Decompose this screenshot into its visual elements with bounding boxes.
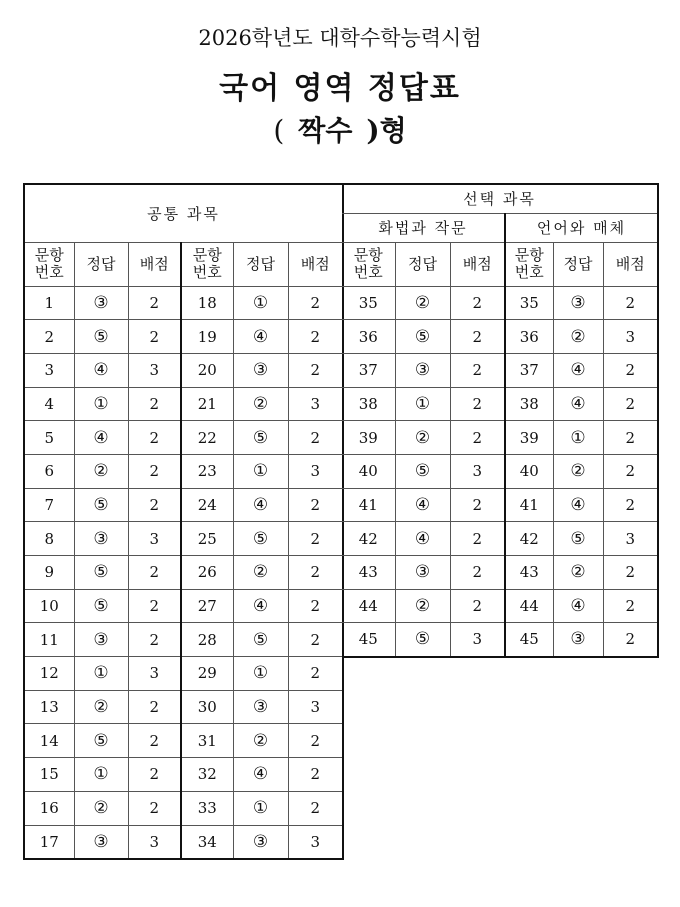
points-value: 2 <box>603 454 658 488</box>
col-header-points: 배점 <box>603 242 658 286</box>
question-number: 34 <box>181 825 233 859</box>
answer-value: ④ <box>395 488 450 522</box>
question-number: 23 <box>181 454 233 488</box>
points-value: 3 <box>288 387 343 421</box>
answer-row <box>24 556 343 590</box>
answer-value: ② <box>553 454 603 488</box>
question-number: 18 <box>181 286 233 320</box>
answer-value: ③ <box>74 623 128 657</box>
points-value: 2 <box>603 556 658 590</box>
points-value: 3 <box>310 832 321 851</box>
points-value: 2 <box>288 657 343 691</box>
answer-value: ④ <box>553 589 603 623</box>
question-number: 33 <box>181 791 233 825</box>
points-value: 3 <box>603 522 658 556</box>
answer-row <box>24 286 343 320</box>
col-header-points: 배점 <box>450 242 505 286</box>
points-value: 2 <box>450 421 505 455</box>
points-value: 3 <box>450 454 505 488</box>
points-value: 2 <box>128 454 181 488</box>
answer-row <box>342 488 658 522</box>
question-number: 6 <box>24 454 74 488</box>
answer-value: ② <box>74 791 128 825</box>
question-number: 36 <box>505 320 553 354</box>
points-value: 3 <box>288 690 343 724</box>
question-number: 8 <box>24 522 74 556</box>
subject-header-language-media: 언어와 매체 <box>505 213 658 242</box>
question-number: 19 <box>181 320 233 354</box>
answer-row <box>342 623 658 657</box>
question-number: 38 <box>342 387 395 421</box>
col-header-points: 배점 <box>128 242 181 286</box>
answer-value: ② <box>233 724 288 758</box>
answer-value: ⑤ <box>395 623 450 657</box>
question-number: 28 <box>181 623 233 657</box>
answer-value: ⑤ <box>74 724 128 758</box>
answer-value: ② <box>553 556 603 590</box>
answer-value: ③ <box>74 522 128 556</box>
answer-value: ⑤ <box>233 623 288 657</box>
answer-row <box>24 791 343 825</box>
answer-value: ⑤ <box>395 320 450 354</box>
col-header-points: 배점 <box>288 242 343 286</box>
answer-row <box>24 758 343 792</box>
common-answer-table <box>23 183 344 860</box>
points-value: 2 <box>288 791 343 825</box>
answer-value: ④ <box>553 488 603 522</box>
answer-value: ④ <box>233 589 288 623</box>
question-number: 5 <box>24 421 74 455</box>
question-number: 44 <box>505 589 553 623</box>
question-number: 4 <box>24 387 74 421</box>
answer-value: ② <box>74 690 128 724</box>
answer-value: ① <box>553 421 603 455</box>
answer-value: ⑤ <box>74 556 128 590</box>
answer-value: ④ <box>233 320 288 354</box>
answer-value: ③ <box>74 825 128 859</box>
answer-value: ④ <box>74 421 128 455</box>
answer-row <box>24 690 343 724</box>
answer-value: ① <box>74 387 128 421</box>
question-number: 31 <box>181 724 233 758</box>
points-value: 2 <box>288 488 343 522</box>
answer-value: ② <box>553 320 603 354</box>
points-value: 2 <box>603 353 658 387</box>
col-header-number: 문항 번호 <box>181 242 233 286</box>
question-number: 24 <box>181 488 233 522</box>
answer-row <box>24 454 343 488</box>
answer-row <box>24 657 343 691</box>
points-value: 2 <box>128 488 181 522</box>
points-value: 2 <box>128 556 181 590</box>
answer-value: ⑤ <box>74 320 128 354</box>
answer-value: ④ <box>395 522 450 556</box>
answer-row <box>342 353 658 387</box>
points-value: 2 <box>128 589 181 623</box>
points-value: 2 <box>128 724 181 758</box>
question-number: 35 <box>505 286 553 320</box>
points-value: 2 <box>128 320 181 354</box>
answer-row <box>342 589 658 623</box>
elective-section-label: 선택 과목 <box>463 190 536 209</box>
points-value: 2 <box>603 421 658 455</box>
points-value: 2 <box>603 387 658 421</box>
points-value: 2 <box>288 758 343 792</box>
points-value: 3 <box>128 522 181 556</box>
answer-value: ② <box>233 556 288 590</box>
answer-value: ⑤ <box>553 522 603 556</box>
question-number: 7 <box>24 488 74 522</box>
points-value: 2 <box>625 630 636 649</box>
answer-value: ③ <box>553 286 603 320</box>
answer-row <box>24 724 343 758</box>
common-section-header <box>24 184 343 242</box>
question-number: 41 <box>342 488 395 522</box>
question-number: 41 <box>505 488 553 522</box>
answer-row <box>342 286 658 320</box>
col-header-answer: 정답 <box>74 242 128 286</box>
points-value: 2 <box>288 724 343 758</box>
question-number: 42 <box>505 522 553 556</box>
question-number: 11 <box>24 623 74 657</box>
points-value: 2 <box>128 286 181 320</box>
answer-value: ⑤ <box>233 522 288 556</box>
answer-row <box>24 421 343 455</box>
answer-row <box>342 320 658 354</box>
points-value: 3 <box>128 353 181 387</box>
answer-value: ④ <box>233 758 288 792</box>
question-number: 44 <box>342 589 395 623</box>
question-number: 26 <box>181 556 233 590</box>
answer-value: ① <box>233 286 288 320</box>
type-open-paren: ( <box>273 114 285 147</box>
points-value: 2 <box>288 623 343 657</box>
answer-value: ① <box>233 791 288 825</box>
exam-type-line <box>0 112 680 150</box>
points-value: 2 <box>450 286 505 320</box>
question-number: 21 <box>181 387 233 421</box>
question-number: 45 <box>342 623 395 657</box>
answer-value: ① <box>74 758 128 792</box>
question-number: 27 <box>181 589 233 623</box>
points-value: 2 <box>128 421 181 455</box>
question-number: 20 <box>181 353 233 387</box>
points-value: 2 <box>288 320 343 354</box>
answer-value: ② <box>395 286 450 320</box>
question-number: 38 <box>505 387 553 421</box>
answer-value: ⑤ <box>74 488 128 522</box>
answer-row <box>342 454 658 488</box>
answer-value: ③ <box>395 556 450 590</box>
question-number: 29 <box>181 657 233 691</box>
points-value: 3 <box>603 320 658 354</box>
page-title: 국어 영역 정답표 <box>219 71 461 106</box>
answer-row <box>24 387 343 421</box>
points-value: 2 <box>128 791 181 825</box>
answer-value: ① <box>233 657 288 691</box>
answer-value: ④ <box>553 353 603 387</box>
question-number: 39 <box>505 421 553 455</box>
points-value: 2 <box>450 320 505 354</box>
exam-year-title: 2026학년도 대학수학능력시험 <box>198 26 482 50</box>
question-number: 45 <box>505 623 553 657</box>
question-number: 35 <box>342 286 395 320</box>
question-number: 9 <box>24 556 74 590</box>
points-value: 2 <box>128 387 181 421</box>
points-value: 2 <box>288 421 343 455</box>
question-number: 15 <box>24 758 74 792</box>
points-value: 2 <box>450 589 505 623</box>
answer-row <box>24 623 343 657</box>
answer-value: ① <box>395 387 450 421</box>
col-header-answer: 정답 <box>553 242 603 286</box>
answer-row <box>24 353 343 387</box>
question-number: 22 <box>181 421 233 455</box>
answer-row <box>24 320 343 354</box>
points-value: 3 <box>128 657 181 691</box>
answer-value: ④ <box>233 488 288 522</box>
question-number: 40 <box>505 454 553 488</box>
points-value: 2 <box>603 286 658 320</box>
question-number: 10 <box>24 589 74 623</box>
answer-value: ② <box>395 421 450 455</box>
question-number: 1 <box>24 286 74 320</box>
elective-section-header <box>342 184 658 213</box>
points-value: 2 <box>450 488 505 522</box>
answer-value: ① <box>233 454 288 488</box>
answer-value: ③ <box>233 353 288 387</box>
question-number: 2 <box>24 320 74 354</box>
answer-value: ③ <box>74 286 128 320</box>
points-value: 2 <box>450 522 505 556</box>
question-number: 16 <box>24 791 74 825</box>
question-number: 36 <box>342 320 395 354</box>
answer-value: ⑤ <box>74 589 128 623</box>
points-value: 2 <box>288 286 343 320</box>
answer-row <box>24 488 343 522</box>
answer-value: ③ <box>553 623 603 657</box>
col-header-answer: 정답 <box>395 242 450 286</box>
answer-value: ② <box>233 387 288 421</box>
answer-value: ① <box>74 657 128 691</box>
question-number: 12 <box>24 657 74 691</box>
answer-value: ③ <box>233 825 288 859</box>
answer-row <box>24 825 343 859</box>
points-value: 3 <box>128 825 181 859</box>
question-number: 40 <box>342 454 395 488</box>
subject-header-speech-writing: 화법과 작문 <box>342 213 505 242</box>
col-header-number: 문항 번호 <box>24 242 74 286</box>
points-value: 2 <box>603 589 658 623</box>
points-value: 2 <box>288 589 343 623</box>
points-value: 2 <box>128 690 181 724</box>
points-value: 2 <box>288 556 343 590</box>
question-number: 17 <box>24 825 74 859</box>
question-number: 3 <box>24 353 74 387</box>
col-header-number: 문항 번호 <box>342 242 395 286</box>
question-number: 43 <box>505 556 553 590</box>
points-value: 2 <box>450 556 505 590</box>
question-number: 39 <box>342 421 395 455</box>
question-number: 43 <box>342 556 395 590</box>
exam-type-name: 짝수 <box>298 114 353 147</box>
answer-value: ⑤ <box>395 454 450 488</box>
answer-value: ④ <box>74 353 128 387</box>
question-number: 13 <box>24 690 74 724</box>
answer-row <box>24 589 343 623</box>
answer-row <box>342 387 658 421</box>
points-value: 2 <box>128 623 181 657</box>
answer-value: ③ <box>233 690 288 724</box>
points-value: 2 <box>450 387 505 421</box>
points-value: 2 <box>450 353 505 387</box>
answer-row <box>342 556 658 590</box>
answer-row <box>342 421 658 455</box>
question-number: 25 <box>181 522 233 556</box>
question-number: 37 <box>505 353 553 387</box>
type-close-suffix: )형 <box>366 114 407 147</box>
question-number: 30 <box>181 690 233 724</box>
points-value: 3 <box>288 454 343 488</box>
points-value: 2 <box>603 488 658 522</box>
question-number: 37 <box>342 353 395 387</box>
answer-value: ④ <box>553 387 603 421</box>
question-number: 42 <box>342 522 395 556</box>
answer-value: ② <box>395 589 450 623</box>
col-header-answer: 정답 <box>233 242 288 286</box>
answer-row <box>342 522 658 556</box>
points-value: 2 <box>128 758 181 792</box>
answer-value: ② <box>74 454 128 488</box>
points-value: 2 <box>288 522 343 556</box>
common-section-label: 공통 과목 <box>147 204 220 223</box>
question-number: 32 <box>181 758 233 792</box>
answer-row <box>24 522 343 556</box>
answer-value: ③ <box>395 353 450 387</box>
points-value: 3 <box>450 623 505 657</box>
answer-value: ⑤ <box>233 421 288 455</box>
elective-answer-table <box>342 183 659 658</box>
question-number: 14 <box>24 724 74 758</box>
points-value: 2 <box>288 353 343 387</box>
col-header-number: 문항 번호 <box>505 242 553 286</box>
